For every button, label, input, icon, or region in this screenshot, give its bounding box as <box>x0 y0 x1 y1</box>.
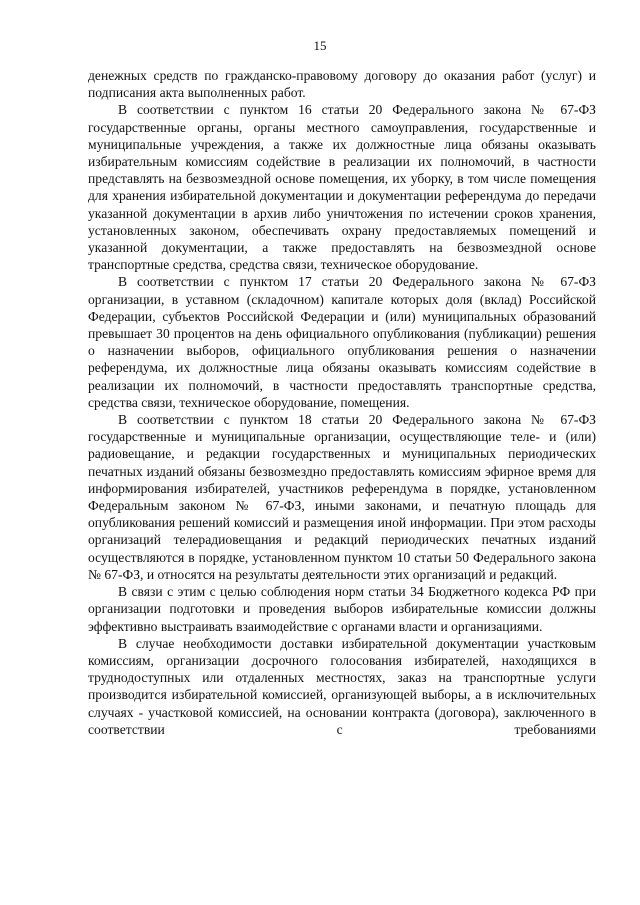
paragraph-budget-code: В связи с этим с целью соблюдения норм статьи 34 Бюджетного кодекса РФ при организации подготовки и проведения выборов избирательные комиссии должны эффективно выстраивать взаимодействие с органами власти и организациями. <box>88 584 596 634</box>
paragraph-point-17: В соответствии с пунктом 17 статьи 20 Федерального закона № 67-ФЗ организации, в уставном (складочном) капитале которых доля (вклад) Российской Федерации, субъектов Российской Федерации и (или) муниципальных образований превышает 30 процентов на день официального опубликования (публикации) решения о назначении выборов, официального опубликования решения о назначении референдума, их должностные лица обязаны оказывать комиссиям содействие в реализации их полномочий, в частности предоставлять транспортные средства, средства связи, техническое оборудование, помещения. <box>88 274 596 410</box>
document-body <box>88 67 596 738</box>
paragraph-point-18: В соответствии с пунктом 18 статьи 20 Федерального закона № 67-ФЗ государственные и муниципальные организации, осуществляющие теле- и (или) радиовещание, и редакции государственных и муниципальных периодических печатных изданий обязаны безвозмездно предоставлять комиссиям эфирное время для информирования избирателей, участников референдума в порядке, установленном Федеральным законом № 67-ФЗ, иными законами, и печатную площадь для опубликования решений комиссий и размещения иной информации. При этом расходы организаций телерадиовещания и редакций периодических печатных изданий осуществляются в порядке, установленном пунктом 10 статьи 50 Федерального закона № 67-ФЗ, и относятся на результаты деятельности этих организаций и редакций. <box>88 412 596 582</box>
paragraph-continuation: денежных средств по гражданско-правовому договору до оказания работ (услуг) и подписания акта выполненных работ. <box>88 68 596 101</box>
paragraph-point-16: В соответствии с пунктом 16 статьи 20 Федерального закона № 67-ФЗ государственные органы, органы местного самоуправления, государственные и муниципальные учреждения, а также их должностные лица обязаны оказывать избирательным комиссиям содействие в реализации их полномочий, в частности представлять на безвозмездной основе помещения, их уборку, в том числе помещения для хранения избирательной документации и документации референдума до передачи указанной документации в архив либо уничтожения по истечении сроков хранения, установленных законом, обеспечивать охрану предоставляемых помещений и указанной документации, а также предоставлять на безвозмездной основе транспортные средства, средства связи, техническое оборудование. <box>88 102 596 273</box>
paragraph-transport-services: В случае необходимости доставки избирательной документации участковым комиссиям, организации досрочного голосования избирателей, находящихся в труднодоступных или отдаленных местностях, заказ на транспортные услуги производится избирательной комиссией, организующей выборы, а в исключительных случаях - участковой комиссией, на основании контракта (договора), заключенного в соответствии с требованиями <box>88 635 596 737</box>
page-number: 15 <box>313 38 327 53</box>
